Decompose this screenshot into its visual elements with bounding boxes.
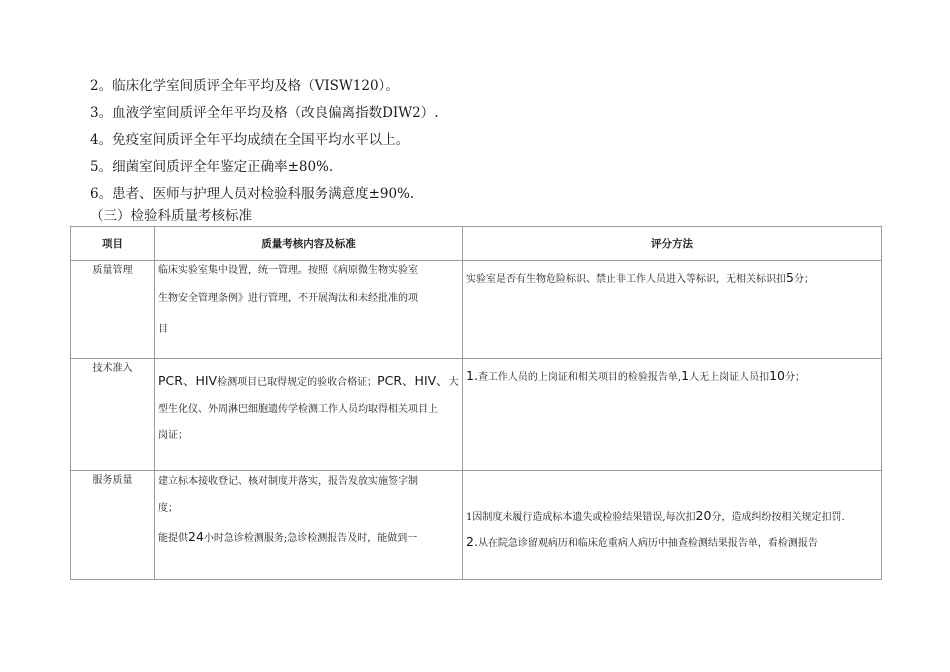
row-method	[463, 261, 882, 359]
content-line: 岗证；	[158, 430, 188, 441]
list-item: 3。血液学室间质评全年平均及格（改良偏离指数DIW2）.	[90, 105, 439, 121]
method-line: 1因制度未履行造成标本遗失或检验结果错误,每次扣20分，造成纠纷按相关规定扣罚.	[466, 508, 845, 523]
content-line: 目	[158, 324, 168, 335]
header-item: 项目	[71, 227, 155, 261]
row-method	[463, 359, 882, 471]
list-item: 5。细菌室间质评全年鉴定正确率±80%.	[90, 159, 334, 175]
content-line: 生物安全管理条例》进行管理，不开展淘汰和未经批准的项	[158, 293, 418, 304]
table-row	[71, 261, 882, 359]
requirement-list	[90, 73, 439, 208]
list-item: 2。临床化学室间质评全年平均及格（VISW120）。	[90, 78, 399, 94]
header-method: 评分方法	[463, 227, 882, 261]
content-line: 临床实验室集中设置，统一管理。按照《病原微生物实验室	[158, 265, 418, 276]
row-content	[155, 359, 463, 471]
table-row	[71, 359, 882, 471]
method-line: 2.从在院急诊留观病历和临床危重病人病历中抽查检测结果报告单，看检测报告	[466, 534, 818, 549]
row-item-label: 技术准入	[71, 359, 155, 471]
row-content	[155, 471, 463, 580]
row-item-label: 质量管理	[71, 261, 155, 359]
table-header-row	[71, 227, 882, 261]
header-content: 质量考核内容及标准	[155, 227, 463, 261]
content-line: 度；	[158, 503, 178, 514]
content-line: 能提供24小时急诊检测服务;急诊检测报告及时，能做到一	[158, 529, 418, 544]
row-content	[155, 261, 463, 359]
row-item-label: 服务质量	[71, 471, 155, 580]
quality-standard-table	[70, 226, 882, 580]
content-line: PCR、HIV检测项目已取得规定的验收合格证；PCR、HIV、大	[158, 373, 459, 388]
method-line: 实验室是否有生物危险标识、禁止非工作人员进入等标识，无相关标识扣5分；	[466, 270, 814, 285]
method-line: 1.查工作人员的上岗证和相关项目的检验报告单,1人无上岗证人员扣10分；	[466, 368, 805, 383]
section-title: （三）检验科质量考核标准	[90, 208, 252, 224]
list-item: 4。免疫室间质评全年平均成绩在全国平均水平以上。	[90, 132, 410, 148]
content-line: 型生化仪、外周淋巴细胞遗传学检测工作人员均取得相关项目上	[158, 404, 438, 415]
table-row	[71, 471, 882, 580]
row-method	[463, 471, 882, 580]
list-item: 6。患者、医师与护理人员对检验科服务满意度±90%.	[90, 186, 415, 202]
content-line: 建立标本接收登记、核对制度并落实，报告发放实施签字制	[158, 476, 418, 487]
